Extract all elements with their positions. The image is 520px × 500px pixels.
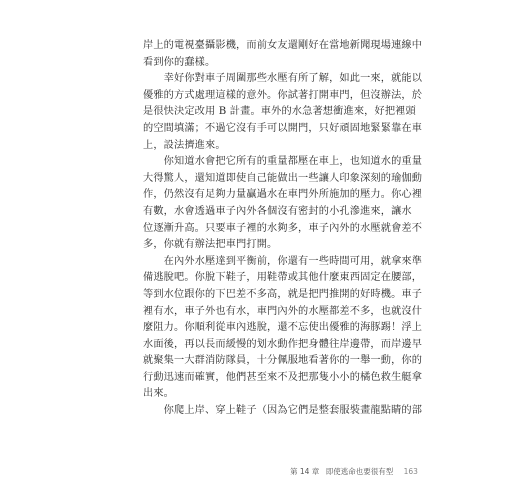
text-line: 有數，水會透過車子內外各個沒有密封的小孔滲進來，讓水 [143, 205, 412, 217]
page-number: 163 [403, 467, 418, 476]
chapter-label: 第 14 章 [290, 467, 320, 476]
text-line: 看到你的蠢樣。 [143, 56, 216, 68]
body-text [143, 38, 423, 420]
text-line: 出來。 [143, 388, 175, 400]
text-line: 在內外水壓達到平衡前，你還有一些時間可用，就拿來準 [143, 255, 423, 267]
text-line: 麼阻力。你順利從車內逃脫，還不忘使出優雅的海豚踢！浮上 [143, 322, 423, 334]
chapter-title: 即使逃命也要很有型 [325, 467, 394, 476]
text-line: 幸好你對車子周圍那些水壓有所了解，如此一來，就能以 [143, 73, 423, 85]
text-line: 大得驚人，還知道即使自己能做出一些讓人印象深刻的瑜伽動 [143, 172, 423, 184]
text-line: 裡有水，車子外也有水，車門內外的水壓都差不多，也就沒什 [143, 305, 423, 317]
text-line: 優雅的方式處理這樣的意外。你試著打開車門，但沒辦法，於 [143, 89, 423, 101]
page-footer [290, 466, 418, 477]
text-line: 岸上的電視臺攝影機，而前女友還剛好在當地新聞現場連線中 [143, 40, 423, 51]
text-line: 作，仍然沒有足夠力量贏過水在車門外所施加的壓力。你心裡 [143, 189, 423, 201]
text-line: 就聚集一大群消防隊員，十分佩服地看著你的一舉一動，你的 [143, 355, 423, 367]
text-line: 水面後，再以長而緩慢的划水動作把身體往岸邊帶，而岸邊早 [143, 338, 423, 350]
text-line: 的空間填滿；不過它沒有手可以開門，只好頑固地緊緊靠在車 [143, 122, 423, 134]
text-line: 上，設法擠進來。 [143, 139, 226, 151]
text-line: 是很快決定改用 B 計畫。車外的水急著想衝進來，好把裡頭 [143, 106, 416, 118]
text-line: 等到水位跟你的下巴差不多高，就是把門推開的好時機。車子 [143, 288, 423, 300]
text-line: 你爬上岸、穿上鞋子（因為它們是整套服裝畫龍點睛的部 [143, 405, 423, 417]
text-line: 多，你就有辦法把車門打開。 [143, 239, 278, 251]
text-line: 備逃脫吧。你脫下鞋子，用鞋帶或其他什麼東西固定在腰部， [143, 272, 423, 284]
text-line: 行動迅速而確實，他們甚至來不及把那隻小小的橘色救生艇拿 [143, 371, 423, 383]
text-line: 你知道水會把它所有的重量都壓在車上，也知道水的重量 [143, 156, 423, 168]
text-line: 位逐漸升高。只要車子裡的水夠多，車子內外的水壓就會差不 [143, 222, 423, 234]
